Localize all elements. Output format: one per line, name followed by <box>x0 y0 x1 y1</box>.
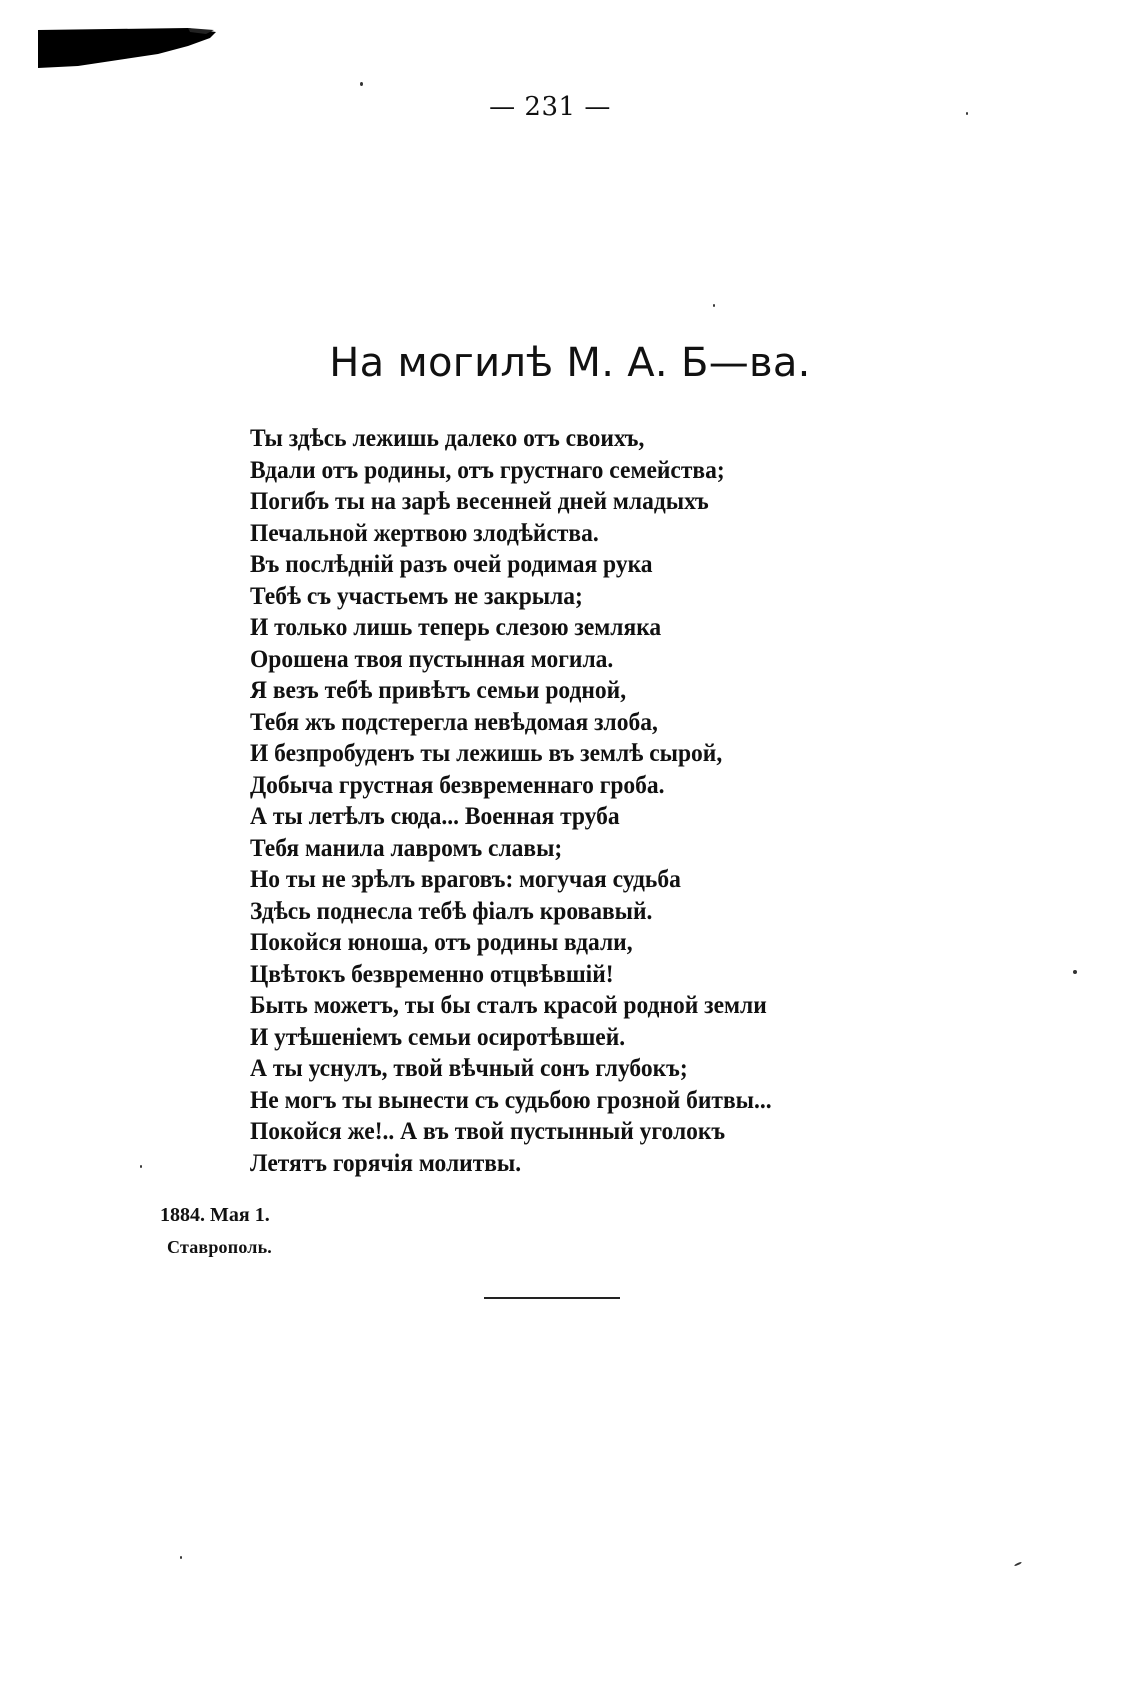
poem-body <box>250 423 1010 1179</box>
poem-line: И только лишь теперь слезою земляка <box>250 614 662 641</box>
poem-line: Здѣсь поднесла тебѣ фiалъ кровавый. <box>250 897 653 925</box>
scan-speck <box>140 1165 142 1168</box>
poem-line: А ты летѣлъ сюда... Военная труба <box>250 803 620 830</box>
poem-line: Покойся же!.. А въ твой пустынный уголокъ <box>250 1118 726 1145</box>
scan-speck <box>1073 970 1077 974</box>
scan-speck <box>180 1556 182 1559</box>
poem-line: Вдали отъ родины, отъ грустнаго семейства; <box>250 456 725 484</box>
poem-line: Ты здѣсь лежишь далеко отъ своихъ, <box>250 425 645 452</box>
poem-line: А ты уснулъ, твой вѣчный сонъ глубокъ; <box>250 1055 688 1082</box>
poem-line: Не могъ ты вынести съ судьбою грозной битвы... <box>250 1086 772 1114</box>
scan-speck <box>1014 1561 1022 1566</box>
scan-artifact-mark <box>38 28 218 70</box>
poem-line: Добыча грустная безвременнаго гроба. <box>250 771 665 799</box>
place-note: Ставрополь. <box>167 1237 273 1257</box>
poem-line: И безпробуденъ ты лежишь въ землѣ сырой, <box>250 740 723 767</box>
poem-line: Тебя жъ подстерегла невѣдомая злоба, <box>250 708 658 736</box>
date-note: 1884. Мая 1. <box>160 1204 270 1226</box>
poem-line: Но ты не зрѣлъ враговъ: могучая судьба <box>250 866 681 893</box>
poem-line: Орошена твоя пустынная могила. <box>250 645 614 673</box>
poem-line: Я везъ тебѣ привѣтъ семьи родной, <box>250 677 627 704</box>
poem-line: Печальной жертвою злодѣйства. <box>250 519 599 547</box>
poem-line: Летятъ горячiя молитвы. <box>250 1149 522 1177</box>
poem-line: Въ послѣднiй разъ очей родимая рука <box>250 551 653 578</box>
scan-speck <box>966 112 968 115</box>
poem-line: И утѣшенiемъ семьи осиротѣвшей. <box>250 1023 626 1051</box>
scan-speck <box>360 82 363 86</box>
poem-line: Быть можетъ, ты бы сталъ красой родной земли <box>250 992 767 1019</box>
poem-line: Цвѣтокъ безвременно отцвѣвшiй! <box>250 960 614 988</box>
scan-speck <box>713 304 715 307</box>
page-number: — 231 — <box>489 92 611 122</box>
poem-line: Тебѣ съ участьемъ не закрыла; <box>250 582 583 610</box>
poem-line: Тебя манила лавромъ славы; <box>250 834 563 862</box>
poem-line: Покойся юноша, отъ родины вдали, <box>250 929 633 956</box>
poem-title: На могилѣ М. А. Б—ва. <box>329 340 811 386</box>
poem-line: Погибъ ты на зарѣ весенней дней младыхъ <box>250 488 709 515</box>
end-rule <box>484 1297 620 1299</box>
